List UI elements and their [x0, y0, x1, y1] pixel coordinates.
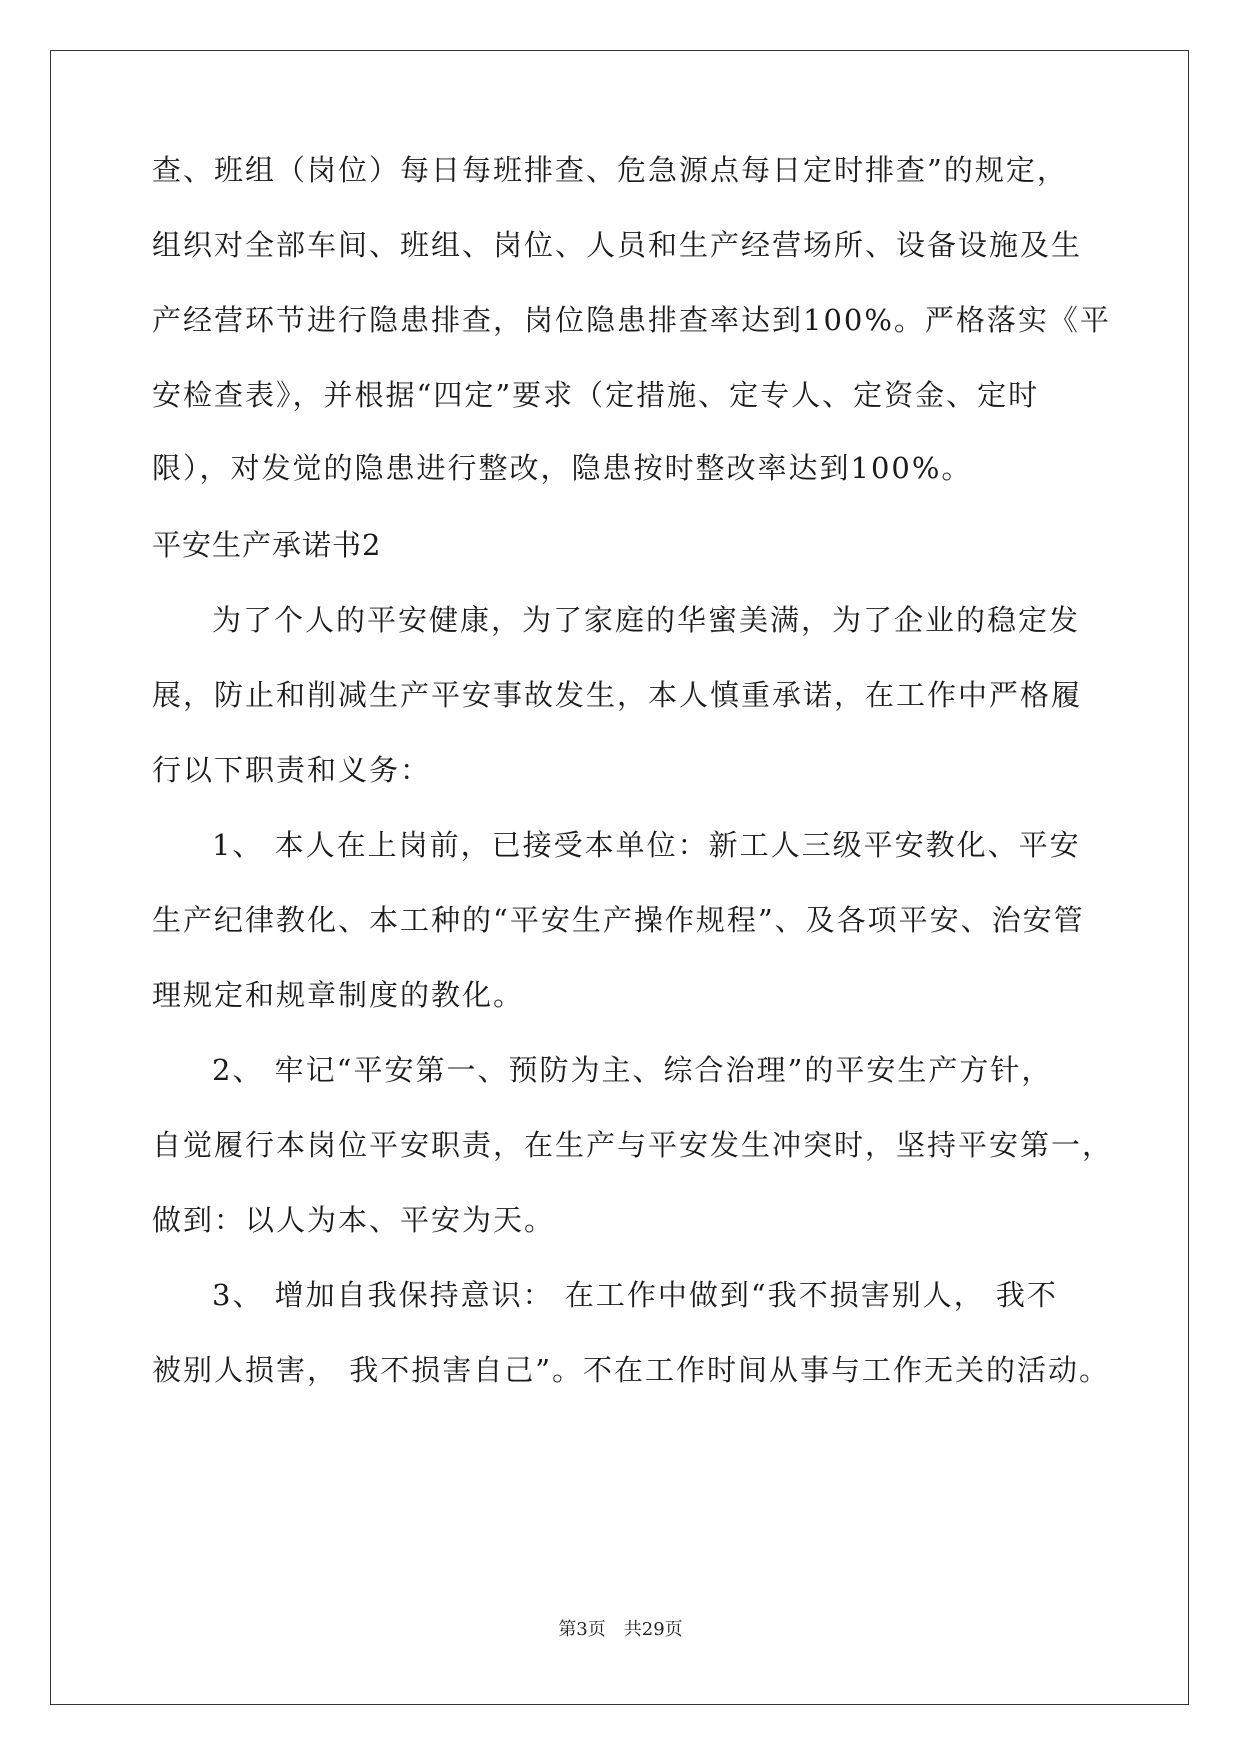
section-heading: 平安生产承诺书2: [152, 528, 382, 562]
body-line: 生产纪律教化、本工种的“平安生产操作规程”、及各项平安、治安管: [152, 903, 1085, 937]
body-line: 行以下职责和义务：: [152, 753, 432, 787]
list-item-2-line: 2、 牢记“平安第一、预防为主、综合治理”的平安生产方针，: [212, 1053, 1053, 1087]
body-line: 展，防止和削减生产平安事故发生，本人慎重承诺，在工作中严格履: [152, 678, 1083, 712]
paragraph-first-line: 为了个人的平安健康，为了家庭的华蜜美满，为了企业的稳定发: [212, 603, 1081, 637]
page-border: [50, 50, 1189, 1705]
body-line: 被别人损害， 我不损害自己”。不在工作时间从事与工作无关的活动。: [152, 1353, 1111, 1387]
body-line: 做到：以人为本、平安为天。: [152, 1203, 556, 1237]
current-page-number: 第3页: [558, 1619, 606, 1640]
body-line: 自觉履行本岗位平安职责，在生产与平安发生冲突时，坚持平安第一，: [152, 1128, 1114, 1162]
body-line: 产经营环节进行隐患排查，岗位隐患排查率达到100%。严格落实《平: [152, 303, 1111, 337]
body-line: 组织对全部车间、班组、岗位、人员和生产经营场所、设备设施及生: [152, 228, 1083, 262]
body-line: 查、班组（岗位）每日每班排查、危急源点每日定时排查”的规定，: [152, 153, 1068, 187]
list-item-1-line: 1、 本人在上岗前，已接受本单位：新工人三级平安教化、平安: [212, 828, 1081, 862]
body-line: 安检查表》，并根据“四定”要求（定措施、定专人、定资金、定时: [152, 378, 1040, 412]
total-page-count: 共29页: [623, 1619, 683, 1640]
page-footer: [0, 1618, 1241, 1642]
list-item-3-line: 3、 增加自我保持意识： 在工作中做到“我不损害别人， 我不: [212, 1278, 1058, 1312]
body-line: 限），对发觉的隐患进行整改，隐患按时整改率达到100%。: [152, 451, 973, 485]
body-line: 理规定和规章制度的教化。: [152, 978, 525, 1012]
